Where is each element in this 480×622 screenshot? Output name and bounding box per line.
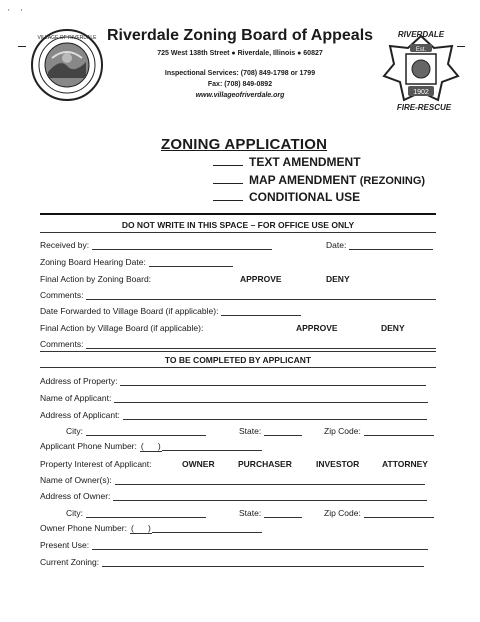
svg-text:1902: 1902 — [413, 89, 429, 96]
property-interest-label: Property Interest of Applicant: — [40, 459, 152, 469]
applicant-zip-field[interactable]: Zip Code: — [324, 426, 434, 436]
section-divider — [40, 367, 436, 368]
svg-text:Est.: Est. — [415, 47, 427, 53]
fax-number: Fax: (708) 849-0892 — [207, 81, 273, 88]
section-divider — [40, 351, 436, 352]
section-divider — [40, 213, 436, 215]
property-address-field[interactable]: Address of Property: — [40, 376, 426, 386]
final-action-zoning-label: Final Action by Zoning Board: — [40, 274, 152, 284]
svg-text:RIVERDALE: RIVERDALE — [397, 30, 445, 39]
present-use-field[interactable]: Present Use: — [40, 540, 428, 550]
received-by-field[interactable]: Received by: — [40, 240, 272, 250]
section-divider — [40, 232, 436, 233]
zoning-comments-field[interactable]: Comments: — [40, 290, 436, 300]
applicant-city-field[interactable]: City: — [66, 426, 206, 436]
office-use-heading: DO NOT WRITE IN THIS SPACE – FOR OFFICE USE ONLY — [121, 220, 355, 230]
zoning-deny-option[interactable]: DENY — [326, 274, 350, 284]
website-link[interactable]: www.villageofriverdale.org — [195, 92, 285, 99]
applicant-state-field[interactable]: State: — [239, 426, 302, 436]
date-forwarded-field[interactable]: Date Forwarded to Village Board (if applicable): — [40, 306, 301, 316]
inspectional-services-phone: Inspectional Services: (708) 849-1798 or 1799 — [164, 70, 316, 77]
option-conditional-use[interactable]: CONDITIONAL USE — [213, 190, 360, 204]
interest-owner-option[interactable]: OWNER — [182, 459, 215, 469]
interest-attorney-option[interactable]: ATTORNEY — [382, 459, 428, 469]
current-zoning-field[interactable]: Current Zoning: — [40, 557, 424, 567]
village-seal-logo — [30, 28, 104, 102]
village-approve-option[interactable]: APPROVE — [296, 323, 338, 333]
applicant-phone-field[interactable]: Applicant Phone Number: ( ) — [40, 441, 262, 451]
interest-purchaser-option[interactable]: PURCHASER — [238, 459, 292, 469]
svg-text:FIRE-RESCUE: FIRE-RESCUE — [396, 103, 452, 112]
office-date-field[interactable]: Date: — [326, 240, 433, 250]
owner-city-field[interactable]: City: — [66, 508, 206, 518]
owner-name-field[interactable]: Name of Owner(s): — [40, 475, 425, 485]
margin-tick-left — [18, 46, 26, 47]
option-text-amendment[interactable]: TEXT AMENDMENT — [213, 155, 361, 169]
option-map-amendment[interactable]: MAP AMENDMENT (REZONING) — [213, 173, 425, 187]
applicant-address-field[interactable]: Address of Applicant: — [40, 410, 427, 420]
board-title: Riverdale Zoning Board of Appeals — [106, 27, 374, 44]
fire-rescue-logo — [378, 26, 464, 112]
final-action-village-label: Final Action by Village Board (if applicable): — [40, 323, 204, 333]
form-title: ZONING APPLICATION — [161, 136, 328, 153]
owner-zip-field[interactable]: Zip Code: — [324, 508, 434, 518]
owner-phone-field[interactable]: Owner Phone Number: ( ) — [40, 523, 262, 533]
village-deny-option[interactable]: DENY — [381, 323, 405, 333]
owner-address-field[interactable]: Address of Owner: — [40, 491, 427, 501]
applicant-name-field[interactable]: Name of Applicant: — [40, 393, 428, 403]
applicant-heading: TO BE COMPLETED BY APPLICANT — [164, 355, 312, 365]
village-comments-field[interactable]: Comments: — [40, 339, 436, 349]
svg-text:VILLAGE OF RIVERDALE: VILLAGE OF RIVERDALE — [37, 35, 97, 41]
owner-state-field[interactable]: State: — [239, 508, 302, 518]
interest-investor-option[interactable]: INVESTOR — [316, 459, 360, 469]
zoning-approve-option[interactable]: APPROVE — [240, 274, 282, 284]
hearing-date-field[interactable]: Zoning Board Hearing Date: — [40, 257, 233, 267]
board-address: 725 West 138th Street ● Riverdale, Illinois ● 60827 — [157, 50, 323, 57]
scan-mark: ' ' — [8, 8, 23, 17]
